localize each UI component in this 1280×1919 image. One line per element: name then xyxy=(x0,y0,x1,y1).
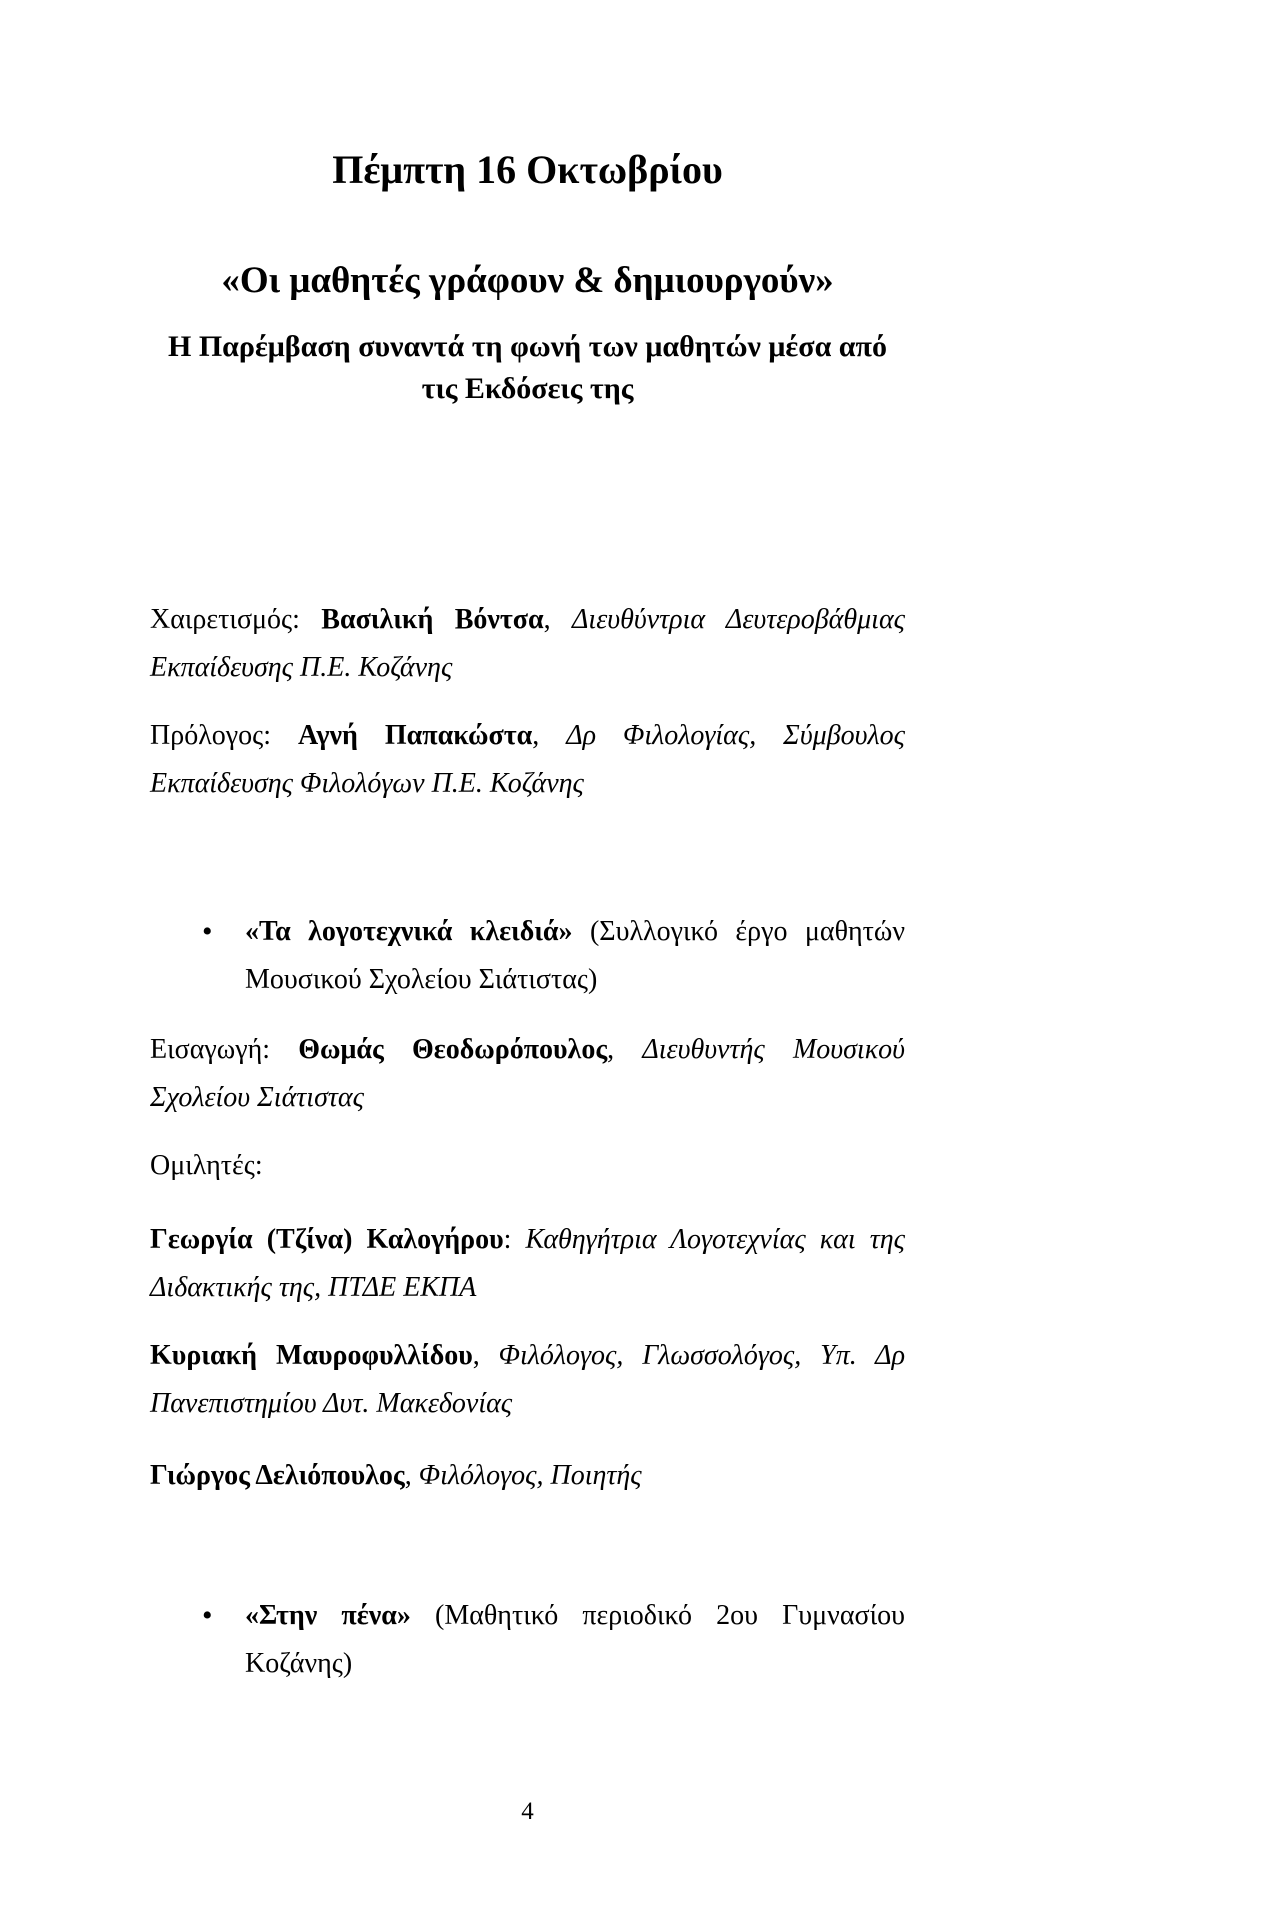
prologue-label: Πρόλογος: xyxy=(150,720,272,752)
speaker-separator: : xyxy=(503,1224,512,1256)
prologue-person-role: Δρ Φιλολογίας, Σύμβουλος Εκπαίδευσης Φιλολόγων Π.Ε. Κοζάνης xyxy=(150,720,906,800)
speaker-paragraph xyxy=(150,1216,905,1312)
prologue-person-name: Αγνή Παπακώστα xyxy=(297,720,533,752)
book1-note: (Συλλογικό έργο μαθητών Μουσικού Σχολείου Σιάτιστας) xyxy=(245,916,905,996)
event-subheading: Η Παρέμβαση συναντά τη φωνή των μαθητών μέσα από τις Εκδόσεις της xyxy=(168,330,887,406)
text-column xyxy=(150,146,905,1688)
page-number: 4 xyxy=(521,1798,534,1825)
speaker-paragraph xyxy=(150,1332,905,1428)
speaker-role: Φιλόλογος, Γλωσσολόγος, Υπ. Δρ Πανεπιστημίου Δυτ. Μακεδονίας xyxy=(150,1340,906,1420)
speaker-name: Γεωργία (Τζίνα) Καλογήρου xyxy=(150,1224,504,1256)
intro-person-role: Διευθυντής Μουσικού Σχολείου Σιάτιστας xyxy=(150,1034,906,1114)
book1-title: «Τα λογοτεχνικά κλειδιά» xyxy=(245,916,573,948)
intro-paragraph xyxy=(150,1026,905,1122)
list-item-book1 xyxy=(150,908,905,1004)
event-heading: «Οι μαθητές γράφουν & δημιουργούν» xyxy=(221,260,834,301)
prologue-separator: , xyxy=(532,720,540,752)
page-title: Πέμπτη 16 Οκτωβρίου xyxy=(332,147,723,192)
speaker-role: Φιλόλογος, Ποιητής xyxy=(418,1460,642,1492)
book2-text xyxy=(245,1600,905,1679)
book2-title: «Στην πένα» xyxy=(245,1600,411,1632)
intro-person-name: Θωμάς Θεοδωρόπουλος xyxy=(298,1034,608,1066)
intro-separator: , xyxy=(607,1034,615,1066)
bullet-icon: • xyxy=(202,1599,213,1633)
speakers-heading: Ομιλητές: xyxy=(150,1150,263,1182)
prologue-paragraph xyxy=(150,712,905,808)
greeting-label: Χαιρετισμός: xyxy=(150,604,300,636)
speaker-role: Καθηγήτρια Λογοτεχνίας και της Διδακτικής της, ΠΤΔΕ ΕΚΠΑ xyxy=(150,1224,905,1304)
greeting-person-role: Διευθύντρια Δευτεροβάθμιας Εκπαίδευσης Π.Ε. Κοζάνης xyxy=(150,604,906,684)
speaker-separator: , xyxy=(472,1340,480,1372)
greeting-separator: , xyxy=(543,604,551,636)
speaker-name: Κυριακή Μαυροφυλλίδου xyxy=(150,1340,473,1372)
intro-label: Εισαγωγή: xyxy=(150,1034,270,1066)
speaker-name: Γιώργος Δελιόπουλος xyxy=(150,1460,405,1492)
speaker-paragraph xyxy=(150,1452,905,1500)
book1-text xyxy=(245,916,905,995)
greeting-paragraph xyxy=(150,596,905,692)
speaker-separator: , xyxy=(404,1460,412,1492)
list-item-book2 xyxy=(150,1592,905,1688)
bullet-icon: • xyxy=(202,915,213,949)
book2-note: (Μαθητικό περιοδικό 2ου Γυμνασίου Κοζάνης) xyxy=(245,1600,905,1680)
greeting-person-name: Βασιλική Βόντσα xyxy=(321,604,544,636)
